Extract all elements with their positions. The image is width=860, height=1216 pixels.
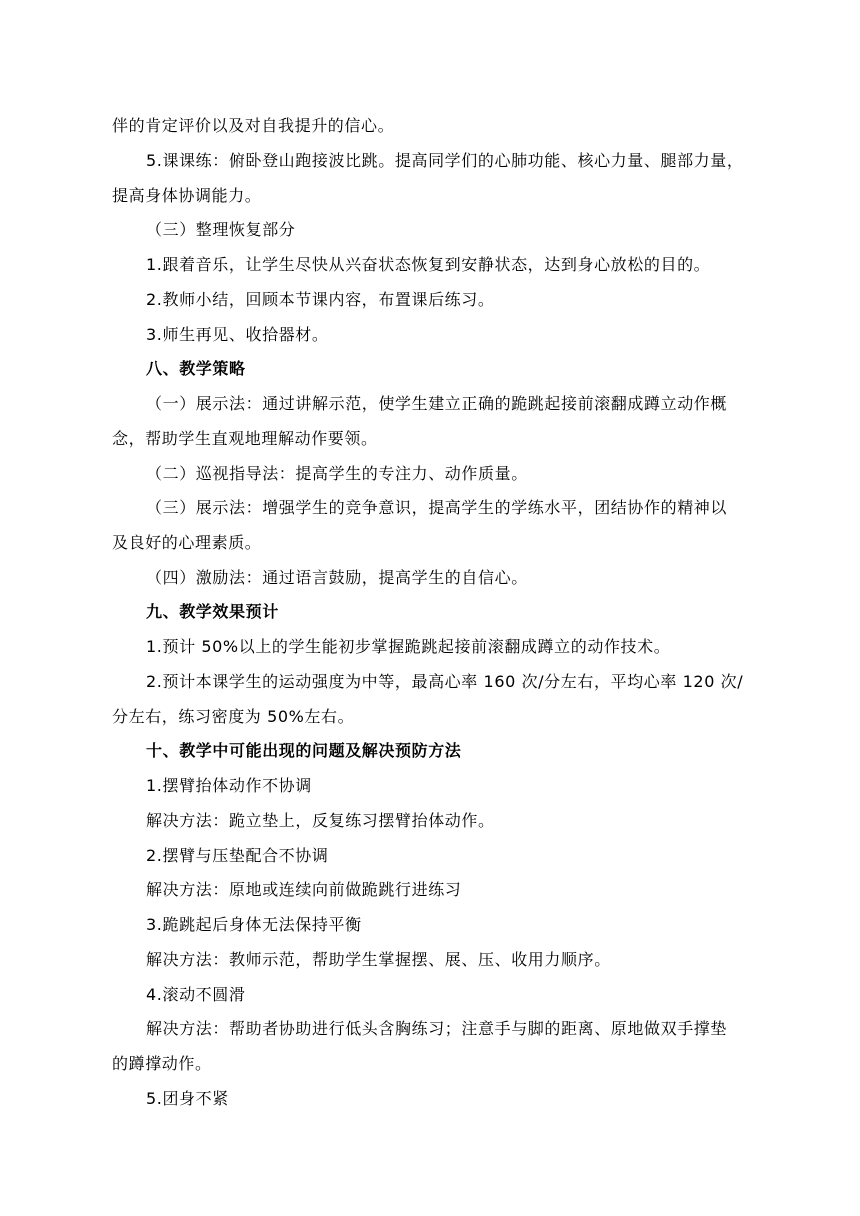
- solution-line: 解决方法：跪立垫上，反复练习摆臂抬体动作。: [146, 811, 495, 830]
- problem-item: 3.跪跳起后身体无法保持平衡: [146, 915, 362, 934]
- section-heading: 十、教学中可能出现的问题及解决预防方法: [146, 741, 462, 760]
- problem-item: 1.摆臂抬体动作不协调: [146, 776, 312, 795]
- paragraph-line: 1.预计 50%以上的学生能初步掌握跪跳起接前滚翻成蹲立的动作技术。: [146, 637, 671, 656]
- solution-line: 的蹲撑动作。: [112, 1054, 212, 1073]
- paragraph-line: 念，帮助学生直观地理解动作要领。: [112, 429, 378, 448]
- paragraph-line: 伴的肯定评价以及对自我提升的信心。: [112, 116, 395, 135]
- problem-item: 5.团身不紧: [146, 1089, 229, 1108]
- paragraph-line: 1.跟着音乐，让学生尽快从兴奋状态恢复到安静状态，达到身心放松的目的。: [146, 255, 711, 274]
- subsection-heading: （三）整理恢复部分: [146, 220, 296, 239]
- paragraph-line: 分左右，练习密度为 50%左右。: [112, 707, 355, 726]
- section-heading: 九、教学效果预计: [146, 602, 279, 621]
- solution-line: 解决方法：教师示范，帮助学生掌握摆、展、压、收用力顺序。: [146, 950, 611, 969]
- problem-item: 4.滚动不圆滑: [146, 985, 246, 1004]
- paragraph-line: （一）展示法：通过讲解示范，使学生建立正确的跪跳起接前滚翻成蹲立动作概: [146, 394, 728, 413]
- paragraph-line: 提高身体协调能力。: [112, 186, 262, 205]
- solution-line: 解决方法：帮助者协助进行低头含胸练习；注意手与脚的距离、原地做双手撑垫: [146, 1019, 728, 1038]
- paragraph-line: 2.预计本课学生的运动强度为中等，最高心率 160 次/分左右，平均心率 120 次/: [146, 672, 744, 691]
- paragraph-line: 及良好的心理素质。: [112, 533, 262, 552]
- paragraph-line: （四）激励法：通过语言鼓励，提高学生的自信心。: [146, 568, 528, 587]
- solution-line: 解决方法：原地或连续向前做跪跳行进练习: [146, 880, 462, 899]
- paragraph-line: 2.教师小结，回顾本节课内容，布置课后练习。: [146, 290, 495, 309]
- paragraph-line: 3.师生再见、收拾器材。: [146, 325, 329, 344]
- section-heading: 八、教学策略: [146, 359, 246, 378]
- paragraph-line: （二）巡视指导法：提高学生的专注力、动作质量。: [146, 464, 528, 483]
- paragraph-line: 5.课课练：俯卧登山跑接波比跳。提高同学们的心肺功能、核心力量、腿部力量，: [146, 151, 744, 170]
- paragraph-line: （三）展示法：增强学生的竞争意识，提高学生的学练水平，团结协作的精神以: [146, 498, 728, 517]
- problem-item: 2.摆臂与压垫配合不协调: [146, 846, 329, 865]
